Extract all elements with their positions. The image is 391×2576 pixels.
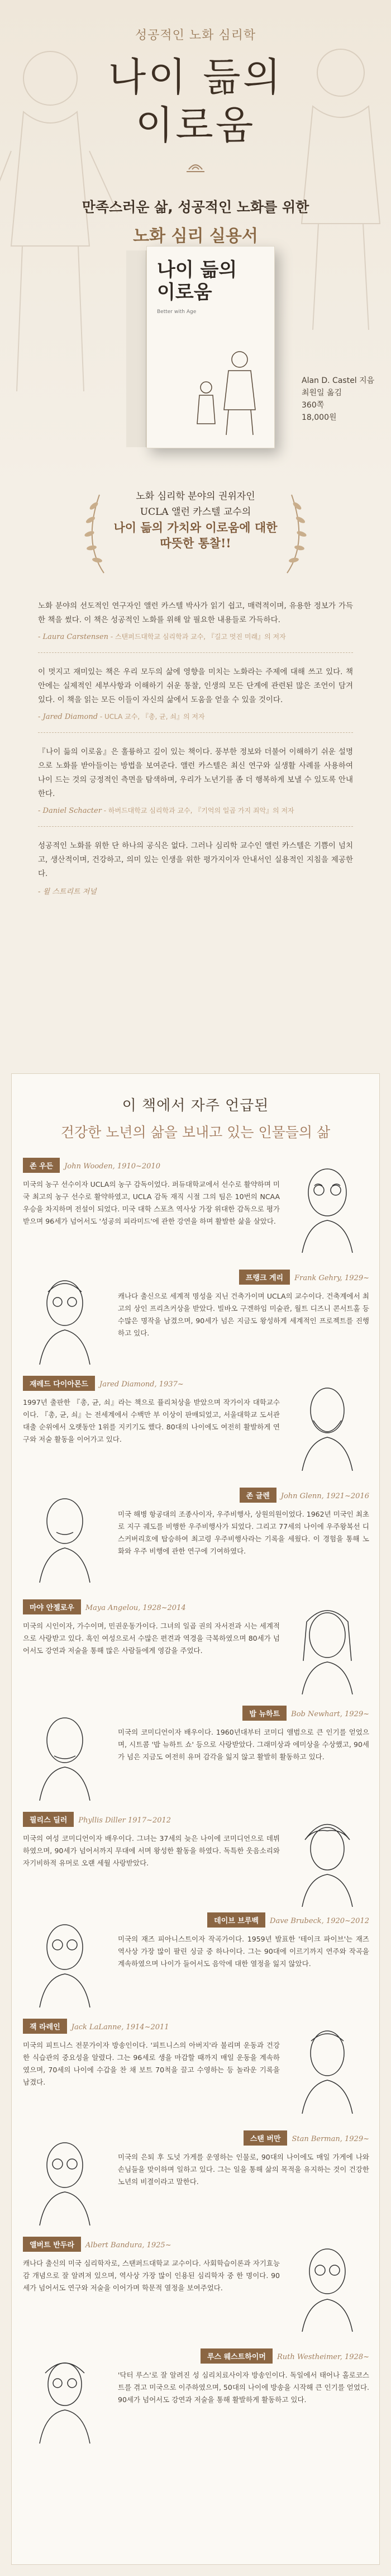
person-description: 캐나다 출신의 미국 심리학자로, 스탠퍼드대학교 교수이다. 사회학습이론과 자기효능감 개념으로 잘 알려져 있으며, 역사상 가장 많이 인용된 심리학자 중 한 명이다. 90세가 넘어서도 연구와 저술을 이어가며 학문적 열정을 보여주었다. [23,2259,280,2292]
subtitle-highlight: 노화 심리 실용서 [133,226,258,246]
review-text: 『나이 듦의 이로움』은 훌륭하고 깊이 있는 책이다. 풍부한 정보와 더불어 이해하기 쉬운 설명으로 노화를 받아들이는 방법을 보여준다. 앨런 카스텔은 최신 연구와 실생활 사례를 사용하여 나이 드는 것의 긍정적인 측면을 탐색하며, 우리가 노년기를 좀 더 행복하게 보낼 수 있도록 안내한다. [38,747,353,798]
person-english-name: Phyllis Diller 1917~2012 [78,1816,171,1825]
person-description: 미국의 피트니스 전문가이자 방송인이다. '피트니스의 아버지'라 불리며 운동과 건강한 식습관의 중요성을 알렸다. 그는 96세로 생을 마감할 때까지 매일 운동을 계속하였으며, 70세의 나이에 수갑을 찬 채 보트 70척을 끌고 수영하는 등 놀라운 기록을 남겼다. [23,2041,280,2086]
portrait-illustration [23,2348,107,2444]
translator: 최원일 옮김 [302,389,342,397]
person-card [23,2348,369,2406]
people-heading: 이 책에서 자주 언급된 [122,1097,269,1114]
review-item [38,745,353,827]
person-name-tag: 마야 안젤로우 [23,1599,81,1614]
people-subheading: 건강한 노년의 삶을 보내고 있는 인물들의 삶 [60,1124,331,1140]
person-card [23,1376,369,1446]
review-text: 이 멋지고 재미있는 책은 우리 모두의 삶에 영향을 미치는 노화라는 주제에 대해 쓰고 있다. 책 안에는 실제적인 세부사항과 이해하기 쉬운 통찰, 인생의 모든 단계에 관련된 많은 조언이 담겨 있다. 이 책을 읽는 모든 이들이 자신의 삶에서 도움을 얻을 수 있을 것이다. [38,667,353,704]
person-name-tag: 필리스 딜러 [23,1812,74,1827]
person-card [23,1706,369,1763]
person-card [23,1270,369,1339]
laurel-icon [280,492,314,576]
person-name-tag: 존 글렌 [240,1488,276,1503]
person-english-name: Ruth Westheimer, 1928~ [276,2353,369,2361]
reviewer-affiliation: - UCLA 교수, 『총, 균, 쇠』의 저자 [98,713,205,721]
person-card [23,2130,369,2188]
review-item [38,599,353,653]
ornament-icon [184,159,207,174]
person-card [23,2237,369,2294]
series-label: 성공적인 노화 심리학 [135,29,256,42]
person-card [23,2019,369,2089]
person-card [23,1488,369,1557]
review-source [38,806,353,827]
person-name-tag: 데이브 브루벡 [207,1912,265,1928]
portrait-illustration [285,1158,369,1253]
person-english-name: Frank Gehry, 1929~ [294,1274,369,1282]
person-english-name: John Wooden, 1910~2010 [64,1162,160,1171]
person-name-tag: 잭 라레인 [23,2019,67,2034]
people-header [12,1074,379,1158]
review-item [38,665,353,733]
cover-title-line: 나이 듦의 [157,259,237,281]
author: Alan D. Castel 지음 [302,376,375,385]
review-text: 노화 분야의 선도적인 연구자인 앨런 카스텔 박사가 읽기 쉽고, 매력적이며, 유용한 정보가 가득한 책을 썼다. 이 책은 성공적인 노화를 위해 알 필요한 내용들로 가득하다. [38,602,353,624]
quote-line: 노화 심리학 분야의 권위자인 [136,491,255,502]
person-name-tag: 앨버트 반두라 [23,2237,81,2252]
reviewer-name: - Jared Diamond [38,713,98,721]
person-name-tag: 프랭크 게리 [239,1270,290,1285]
review-source [38,886,353,907]
portrait-illustration [285,1812,369,1907]
portrait-illustration [23,1706,107,1801]
person-description: 캐나다 출신으로 세계적 명성을 지닌 건축가이며 UCLA의 교수이다. 건축계에서 최고의 상인 프리츠커상을 받았다. 빌바오 구겐하임 미술관, 월트 디즈니 콘서트홀 등 수많은 명작을 남겼으며, 90세가 넘은 지금도 왕성하게 세계적인 프로젝트를 진행하고 있다. [118,1292,369,1337]
reviewer-affiliation: - 하버드대학교 심리학과 교수, 『기억의 일곱 가지 죄악』의 저자 [101,807,294,815]
portrait-illustration [23,1270,107,1365]
person-description: '닥터 루스'로 잘 알려진 성 심리치료사이자 방송인이다. 독일에서 태어나 홀로코스트를 겪고 미국으로 이주하였으며, 50대의 나이에 방송을 시작해 큰 인기를 얻었다. 90세가 넘어서도 강연과 저술을 통해 활발하게 활동하고 있다. [118,2371,369,2404]
quote-line-highlight: 나이 듦의 가치와 이로움에 대한 [113,520,278,534]
person-name-tag: 존 우든 [23,1158,60,1173]
person-name-tag: 재레드 다이아몬드 [23,1376,95,1391]
person-english-name: Bob Newhart, 1929~ [291,1710,369,1718]
person-name-tag: 스탠 버만 [244,2130,288,2146]
person-english-name: Jack LaLanne, 1914~2011 [71,2023,169,2032]
quote-header [38,481,353,587]
portrait-illustration [285,1376,369,1471]
reviewer-name: - 윌 스트리트 저널 [38,888,97,896]
book-cover-illustration [189,326,268,438]
person-description: 미국의 재즈 피아니스트이자 작곡가이다. 1959년 발표한 '테이크 파이브'는 재즈 역사상 가장 많이 팔린 싱글 중 하나이다. 그는 90대에 이르기까지 연주와 작곡을 계속하였으며 나이가 들어서도 음악에 대한 열정을 잃지 않았다. [118,1935,369,1968]
person-card [23,1599,369,1657]
person-description: 미국 해병 항공대의 조종사이자, 우주비행사, 상원의원이었다. 1962년 미국인 최초로 지구 궤도를 비행한 우주비행사가 되었다. 그리고 77세의 나이에 우주왕복선 디스커버리호에 탑승하여 최고령 우주비행사라는 기록을 세웠다. 이 경험을 통해 노화와 우주 비행에 관한 연구에 기여하였다. [118,1510,369,1555]
quote-line: UCLA 앨런 카스텔 교수의 [140,506,251,518]
people-section [11,1073,380,2565]
portrait-illustration [23,1488,107,1583]
book-meta [302,375,374,424]
person-description: 미국의 농구 선수이자 UCLA의 농구 감독이었다. 퍼듀대학교에서 선수로 활약하며 미국 최고의 농구 선수로 활약하였고, UCLA 감독 재직 시절 그의 팀은 10번의 NCAA 우승을 차지하며 전설이 되었다. 미국 대학 스포츠 역사상 가장 위대한 감독으로 평가받으며 96세가 넘어서도 '성공의 피라미드'에 관한 강연을 하며 활발한 삶을 살았다. [23,1180,280,1225]
laurel-icon [77,492,111,576]
review-text: 성공적인 노화를 위한 단 하나의 공식은 없다. 그러나 심리학 교수인 앨런 카스텔은 기쁨이 넘치고, 생산적이며, 건강하고, 의미 있는 인생을 위한 평가지이자 안내서인 실용적인 지침을 제공한다. [38,841,353,878]
cover-title-line: 이로움 [157,281,212,304]
review-item [38,839,353,907]
subtitle: 만족스러운 삶, 성공적인 노화를 위한 [82,199,309,215]
reviewer-affiliation: - 스탠퍼드대학교 심리학과 교수, 『길고 멋진 미래』의 저자 [108,633,286,641]
person-english-name: Maya Angelou, 1928~2014 [85,1604,186,1612]
review-source [38,712,353,733]
page-count: 360쪽 [302,401,325,410]
title-line: 나이 듦의 [108,54,283,100]
portrait-illustration [285,1599,369,1694]
person-english-name: Dave Brubeck, 1920~2012 [270,1917,369,1925]
book-cover-title [157,259,264,304]
hero-section [0,0,391,492]
person-name-tag: 밥 뉴하트 [242,1706,287,1721]
quote-line-highlight: 따뜻한 통찰!! [160,536,231,550]
portrait-illustration [23,1912,107,2007]
review-source [38,632,353,653]
person-english-name: John Glenn, 1921~2016 [280,1492,369,1500]
person-card [23,1158,369,1228]
person-description: 미국의 시인이자, 가수이며, 민권운동가이다. 그녀의 일곱 권의 자서전과 시는 세계적으로 사랑받고 있다. 흑인 여성으로서 수많은 편견과 역경을 극복하였으며 80세가 넘어서도 강연과 저술을 통해 많은 사람들에게 영감을 주었다. [23,1622,280,1655]
book-cover-image [101,246,290,458]
book-spine [126,250,146,447]
person-card [23,1912,369,1970]
price: 18,000원 [302,413,337,422]
reviewer-name: - Laura Carstensen [38,633,108,641]
reviewer-name: - Daniel Schacter [38,807,102,815]
person-english-name: Stan Berman, 1929~ [292,2135,369,2143]
book-cover-subtitle: Better with Age [157,309,197,315]
portrait-illustration [285,2019,369,2114]
person-description: 미국의 여성 코미디언이자 배우이다. 그녀는 37세의 늦은 나이에 코미디언으로 데뷔하였으며, 90세가 넘어서까지 무대에 서며 왕성한 활동을 하였다. 독특한 웃음소리와 자기비하적 유머로 오랜 세월 사랑받았다. [23,1834,280,1867]
review-section [0,481,391,907]
person-english-name: Jared Diamond, 1937~ [99,1380,184,1389]
book-front [146,246,275,448]
person-english-name: Albert Bandura, 1925~ [85,2241,171,2250]
portrait-illustration [285,2237,369,2332]
person-description: 미국의 코미디언이자 배우이다. 1960년대부터 코미디 앨범으로 큰 인기를 얻었으며, 시트콤 '밥 뉴하트 쇼' 등으로 사랑받았다. 그래미상과 에미상을 수상했고, 90세가 넘은 지금도 여전히 유머 감각을 잃지 않고 활발히 활동하고 있다. [118,1728,369,1761]
title-line: 이로움 [135,102,256,148]
portrait-illustration [23,2130,107,2225]
person-card [23,1812,369,1869]
person-name-tag: 루스 웨스트하이머 [201,2348,273,2364]
person-description: 미국의 은퇴 후 도넛 가게를 운영하는 인물로, 90대의 나이에도 매일 가게에 나와 손님들을 맞이하며 일하고 있다. 그는 일을 통해 삶의 목적을 유지하는 것이 건강한 노년의 비결이라고 말한다. [118,2153,369,2186]
person-description: 1997년 출판한 『총, 균, 쇠』라는 책으로 퓰리처상을 받았으며 작가이자 대학교수이다. 『총, 균, 쇠』는 전세계에서 수백만 부 이상이 판매되었고, 서울대학교 도서관 대출 순위에서 오랫동안 1위를 지키기도 했다. 80대의 나이에도 여전히 활발하게 연구와 저술 활동을 이어가고 있다. [23,1398,280,1443]
